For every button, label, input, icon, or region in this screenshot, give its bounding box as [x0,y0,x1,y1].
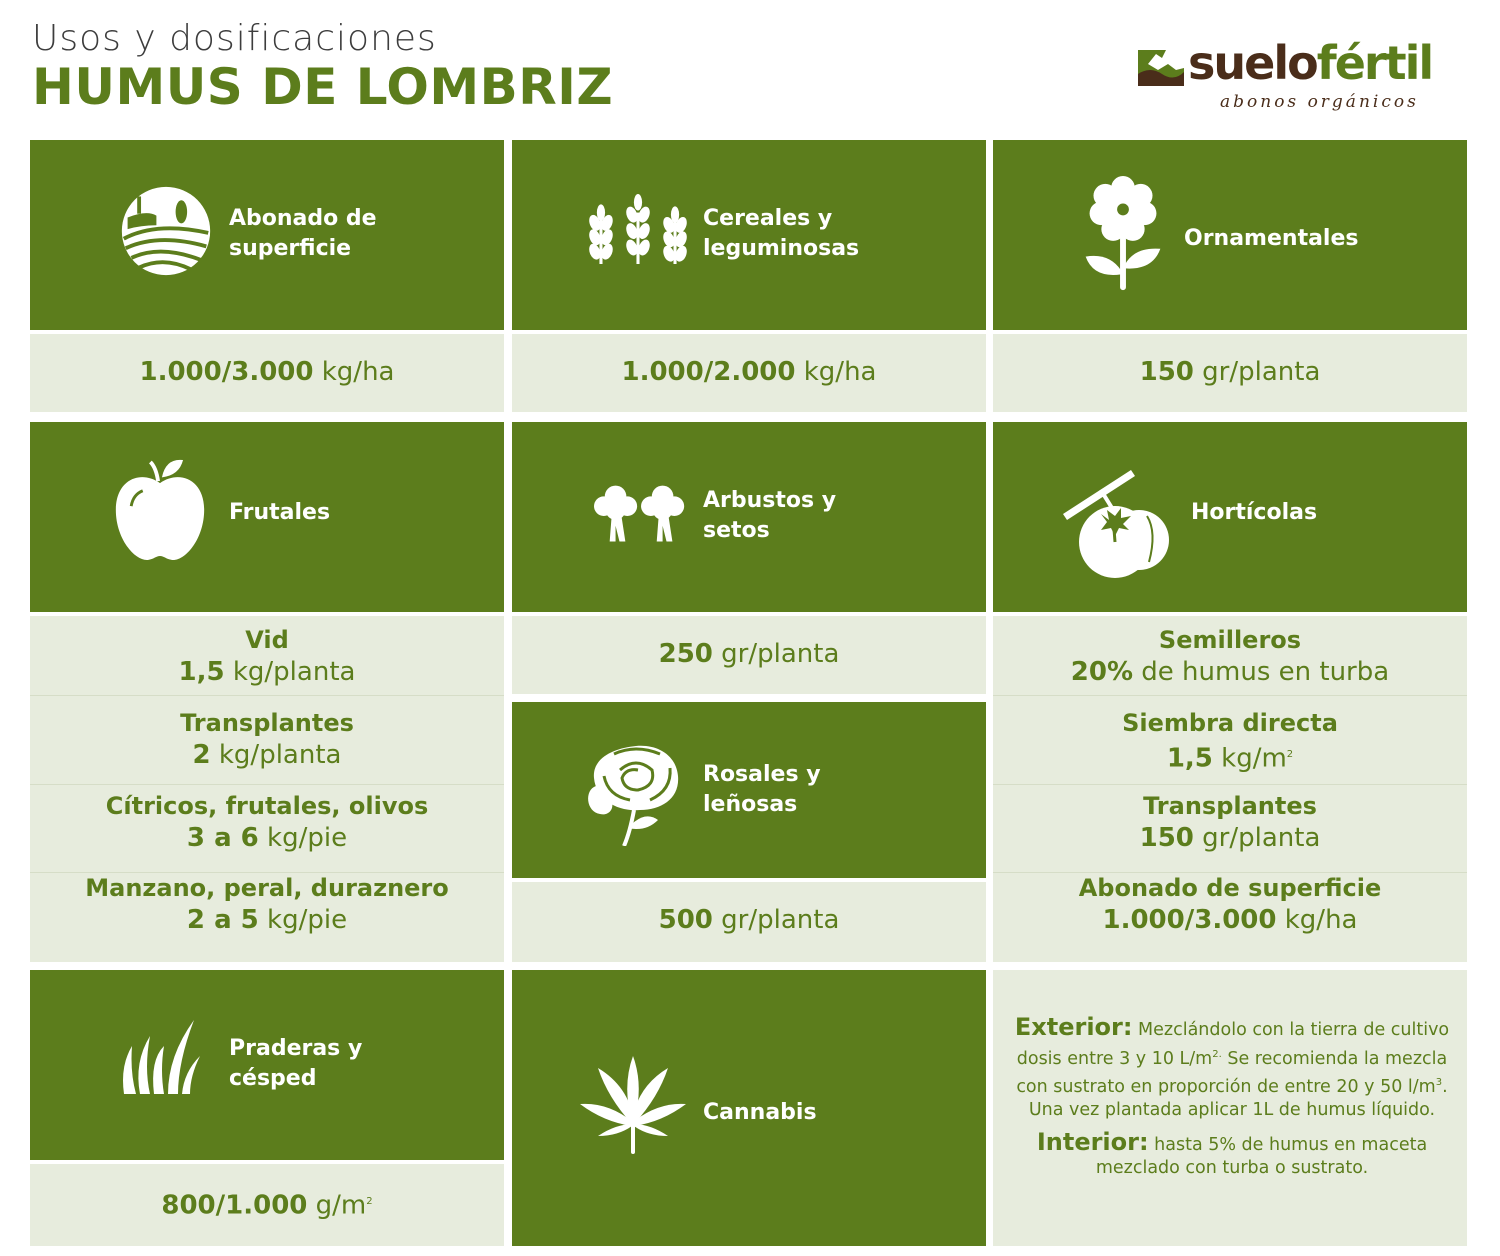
apple-icon [112,456,208,562]
card-abonado-header [30,140,504,330]
logo-wordmark: suelofértil [1188,36,1433,90]
frutales-row-transplantes: Transplantes 2 kg/planta [180,709,354,770]
horticolas-row-transplantes: Transplantes 150 gr/planta [1139,792,1321,853]
card-rosales-header [512,702,986,878]
card-cereales-header [512,140,986,330]
card-arbustos-label: Arbustos y setos [703,488,837,543]
frutales-row-vid: Vid 1,5 kg/planta [178,626,356,687]
card-ornamentales-dose-panel [993,334,1467,412]
cannabis-leaf-icon [578,1056,688,1156]
shrub-icon [594,482,692,546]
card-arbustos-dose-panel [512,616,986,694]
card-frutales-rows-panel [30,616,504,962]
card-horticolas-rows-panel [993,616,1467,962]
divider [30,695,504,696]
card-ornamentales-dose: 150 gr/planta [1139,357,1321,387]
horticolas-row-semilleros: Semilleros 20% de humus en turba [1070,626,1390,687]
field-icon [118,183,214,279]
logo-mark-icon [1136,44,1186,88]
card-rosales-dose-panel [512,882,986,962]
card-frutales-label: Frutales [229,500,331,525]
card-arbustos-dose: 250 gr/planta [658,639,840,669]
card-praderas-header [30,970,504,1160]
logo-tagline: abonos orgánicos [1220,92,1419,112]
frutales-row-citricos: Cítricos, frutales, olivos 3 a 6 kg/pie [105,792,429,853]
card-rosales-label: Rosales y leñosas [703,762,821,817]
card-cereales-dose-panel [512,334,986,412]
brand-logo [1136,36,1456,120]
info-exterior: Exterior: Mezclándolo con la tierra de cultivo dosis entre 3 y 10 $L/m^{2.}$ Se recomienda la mezcla con sustrato en proporción de entre 20 y 50 $l/m^3$. Una vez plantada aplicar 1L de humus líquido. [1014,1013,1450,1121]
card-frutales-header [30,422,504,612]
card-arbustos-header [512,422,986,612]
card-horticolas-label: Hortícolas [1191,500,1318,525]
card-praderas-dose-panel [30,1164,504,1246]
wheat-icon [586,192,690,264]
horticolas-row-abonado: Abonado de superficie 1.000/3.000 kg/ha [1078,874,1382,935]
card-cereales-label: Cereales y leguminosas [703,206,860,261]
divider [30,784,504,785]
card-ornamentales-header [993,140,1467,330]
grass-icon [118,1016,202,1096]
card-rosales-dose: 500 gr/planta [658,905,840,935]
tomato-icon [1059,466,1175,582]
page-subtitle: Usos y dosificaciones [32,18,437,59]
card-praderas-label: Praderas y césped [229,1036,363,1091]
card-abonado-label: Abonado de superficie [229,206,377,261]
card-abonado-dose: 1.000/3.000 kg/ha [139,357,395,387]
card-abonado-dose-panel [30,334,504,412]
frutales-row-manzano: Manzano, peral, duraznero 2 a 5 kg/pie [85,874,449,935]
page-title: HUMUS DE LOMBRIZ [32,58,614,116]
card-cannabis-label: Cannabis [703,1100,817,1125]
card-praderas-dose: 800/1.000 $g/m^2$ [161,1190,373,1221]
info-text [1012,1013,1452,1189]
card-ornamentales-label: Ornamentales [1184,226,1359,251]
rose-icon [584,740,688,846]
card-cannabis-header [512,970,986,1246]
card-horticolas-header [993,422,1467,612]
divider [993,695,1467,696]
flower-icon [1083,176,1163,294]
divider [993,784,1467,785]
horticolas-row-siembra: Siembra directa 1,5 $kg/m^2$ [1122,709,1338,774]
info-interior: Interior: hasta 5% de humus en maceta mezclado con turba o sustrato. [1036,1127,1428,1179]
card-cereales-dose: 1.000/2.000 kg/ha [621,357,877,387]
